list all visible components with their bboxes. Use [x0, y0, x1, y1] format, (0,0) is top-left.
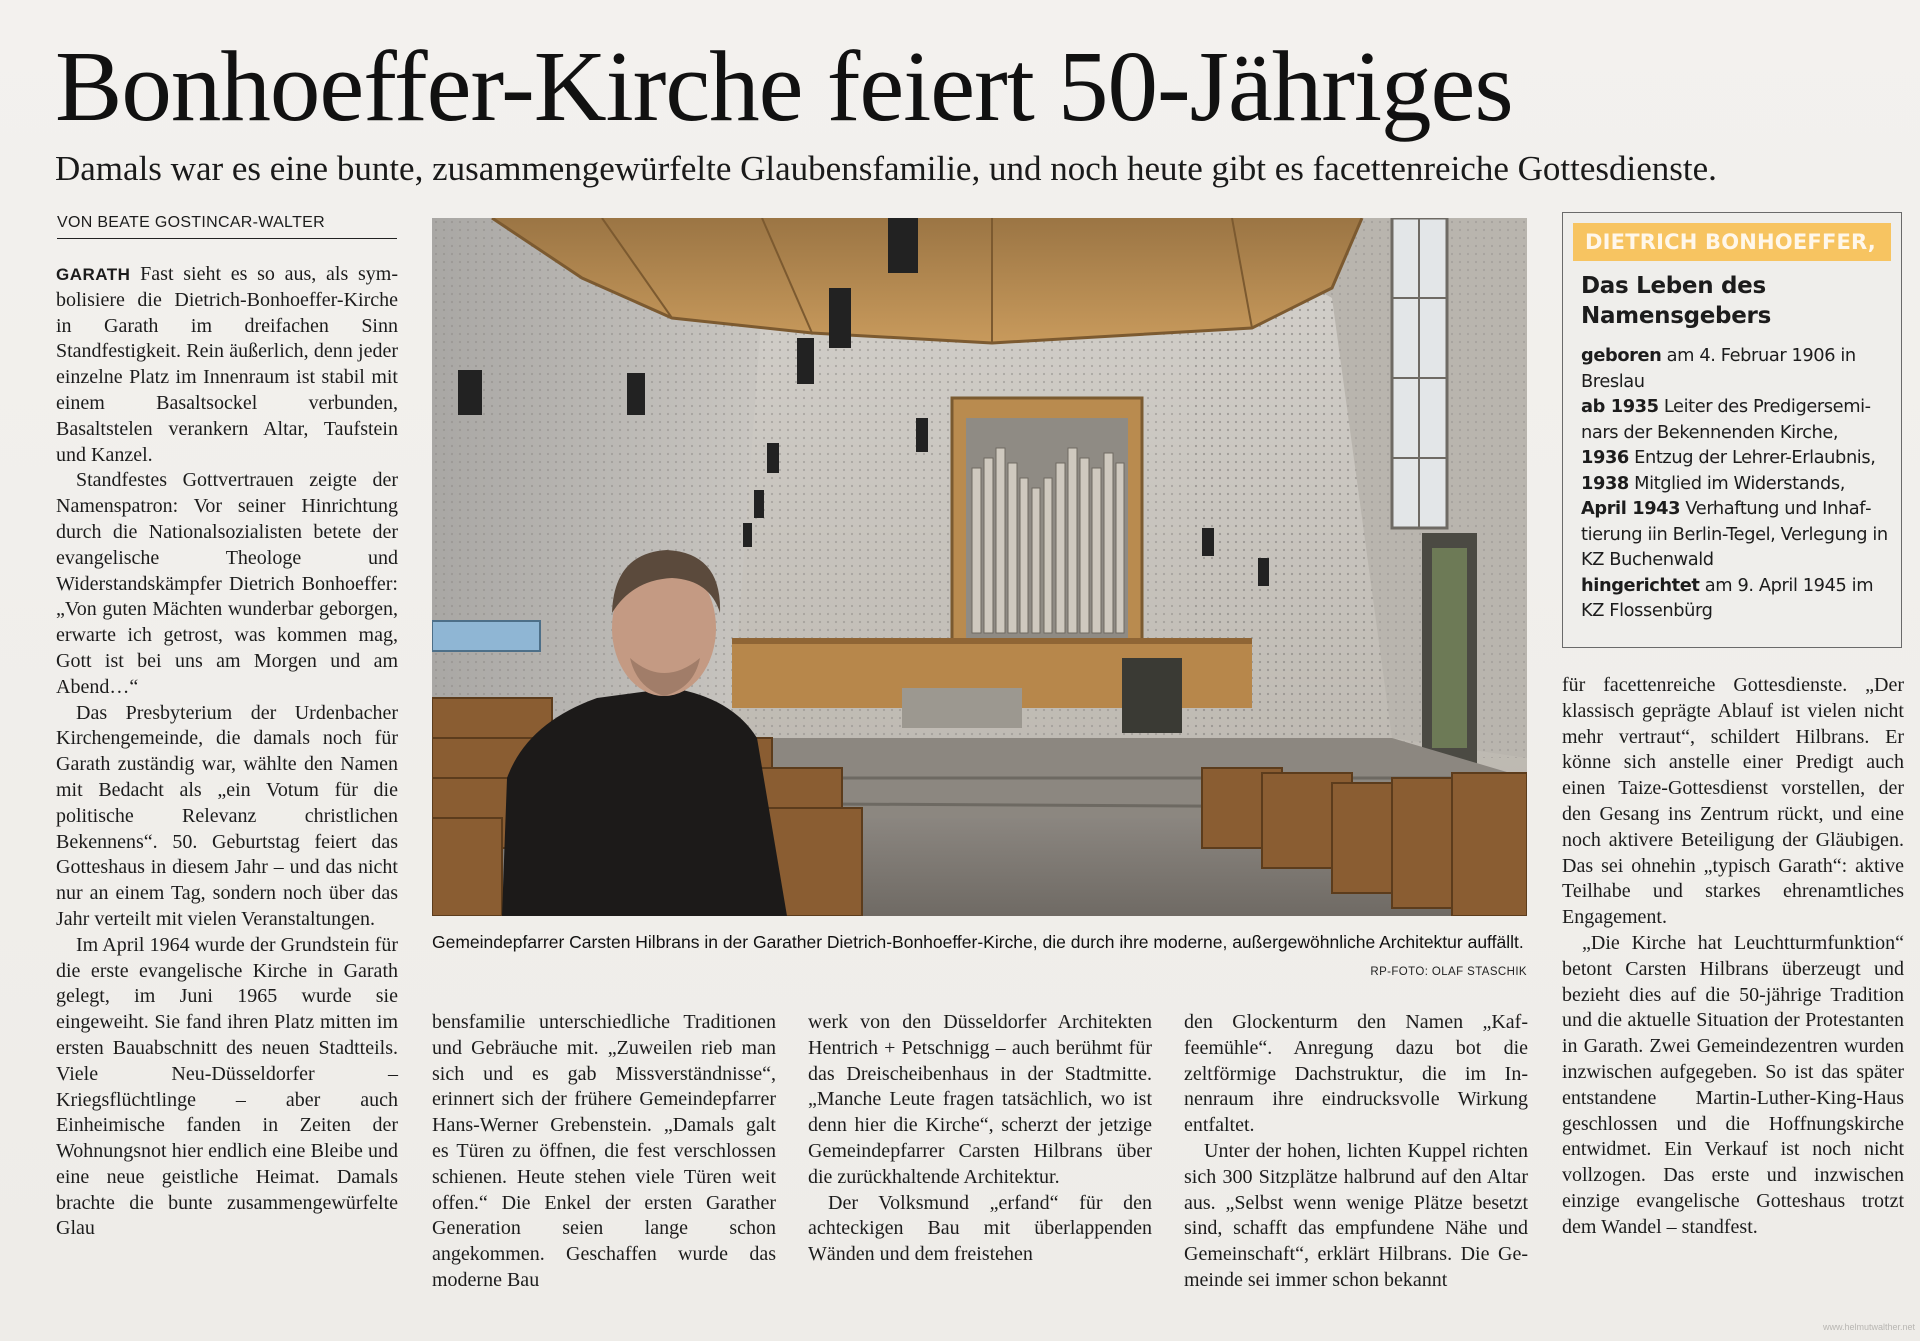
headline: Bonhoeffer-Kirche feiert 50-Jähriges [55, 30, 1513, 142]
article-paragraph: Im April 1964 wurde der Grundstein für die erste evangelische Kirche in Garath gelegt, im Juni 1965 wurde sie eingeweiht. Sie fand ihren Platz mitten im ersten Bauabschnitt des neuen Stadtteils. Viele Neu-Düsseldorfer – Kriegsflüchtlinge – aber auch Einheimische fanden in Zeiten der Wohnungsnot hier endlich eine Bleibe und eine neue geistliche Heimat. Damals brachte die bunte zusammengewürfelte Glau [56, 933, 398, 1240]
article-paragraph: Das Presbyterium der Urdenbacher Kirchengemeinde, die damals noch für Garath zuständig war, wählte den Namen mit Bedacht als „ein Votum für die politische Relevanz christlichen Bekennens“. 50. Geburtstag feiert das Gotteshaus in diesem Jahr – und das nicht nur an einem Tag, sondern noch über das Jahr verteilt mit vielen Veranstaltungen. [56, 701, 398, 930]
photo-caption: Gemeindepfarrer Carsten Hilbrans in der Garather Dietrich-Bonhoeffer-Kirche, die durch ihre moderne, außergewöhnliche Architektur auffällt. [432, 932, 1524, 952]
dateline: GARATH [56, 265, 131, 284]
article-paragraph: Unter der hohen, lichten Kuppel richten sich 300 Sitzplätze halbrund auf den Altar aus. „Selbst wenn wenige Plätze besetzt sind, schafft das empfundene Nähe und Gemeinschaft“, erklärt Hilbrans. Die Gemeinde sei immer schon bekannt [1184, 1139, 1528, 1291]
article-paragraph: den Glockenturm den Namen „Kaffeemühle“. Anregung dazu bot die zeltförmige Dachstruktur, die im Innenraum ihre eindrucksvolle Wirkung entfaltet. [1184, 1011, 1528, 1137]
infobox-title: Das Leben des Namensgebers [1581, 273, 1771, 329]
article-column-2 [432, 1010, 776, 1294]
bio-entry: ab 1935 Leiter des Predigerseminars der Bekennenden Kirche, [1581, 396, 1872, 443]
subheadline: Damals war es eine bunte, zusammengewürfelte Glaubensfamilie, und noch heute gibt es facettenreiche Gottesdienste. [55, 149, 1717, 188]
photo-illustration [432, 218, 1527, 916]
byline: VON BEATE GOSTINCAR-WALTER [57, 214, 397, 239]
bio-entry: 1936 Entzug der Lehrer-Erlaubnis, [1581, 447, 1876, 468]
watermark: www.helmutwalther.net [1822, 1322, 1915, 1332]
article-paragraph: für facettenreiche Gottesdienste. „Der klassisch geprägte Ablauf ist vielen nicht mehr vertraut“, schildert Hilbrans. Er könne sich anstelle einer Predigt auch einen Taize-Gottesdienst vorstellen, der den Gesang ins Zentrum rückt, und eine noch aktivere Beteiligung der Gläubigen. Das sei ohnehin „typisch Garath“: aktive Teilhabe und starkes ehrenamtliches Engagement. [1562, 674, 1904, 929]
infobox-body [1581, 343, 1897, 624]
church-interior-photo [432, 218, 1527, 916]
photo-credit: RP-FOTO: OLAF STASCHIK [1370, 966, 1527, 978]
article-paragraph: „Die Kirche hat Leuchtturmfunktion“ betont Carsten Hilbrans überzeugt und bezieht dies auf die 50-jährige Tradition und die aktuelle Situation der Protestanten in Garath. Zwei Gemeindezentren wurden inzwischen aufgegeben. So ist das später entstandene Martin-Luther-King-Haus geschlossen und die Hoffnungskirche entwidmet. Ein Verkauf ist noch nicht vollzogen. Das erste und inzwischen einzige evangelische Gotteshaus trotzt dem Wandel – standfest. [1562, 931, 1904, 1238]
bio-entry: hingerichtet am 9. April 1945 im KZ Flossenbürg [1581, 574, 1874, 621]
bio-entry: 1938 Mitglied im Widerstands, [1581, 472, 1846, 494]
bio-entry: April 1943 Verhaftung und Inhaftierung iin Berlin-Tegel, Verlegung in KZ Buchenwald [1581, 498, 1888, 570]
article-paragraph: werk von den Düsseldorfer Architekten Hentrich + Petschnigg – auch berühmt für das Dreischeibenhaus in der Stadtmitte. „Manche Leute fragen tatsächlich, wo ist denn hier die Kirche“, scherzt der jetzige Gemeindepfarrer Carsten Hilbrans über die zurückhaltende Architektur. [808, 1011, 1152, 1188]
bio-infobox [1562, 212, 1902, 648]
article-column-4 [1184, 1010, 1528, 1294]
article-paragraph: GARATH Fast sieht es so aus, als symbolisiere die Dietrich-Bonhoeffer-Kirche in Garath im dreifachen Sinn Standfestigkeit. Rein äußerlich, denn jeder einzelne Platz im Innenraum ist stabil mit einem Basaltsockel verbunden, Basaltstelen verankern Altar, Taufstein und Kanzel. [56, 263, 398, 466]
article-paragraph: bensfamilie unterschiedliche Traditionen und Gebräuche mit. „Zuweilen rieb man sich und es gab Missverständnisse“, erinnert sich der frühere Gemeindepfarrer Hans-Werner Grebenstein. „Damals galt es Türen zu öffnen, die fest verschlossen schienen. Heute stehen viele Türen weit offen.“ Die Enkel der ersten Garather Generation seien lange schon angekommen. Geschaffen wurde das moderne Bau [432, 1011, 776, 1291]
bio-entry: geboren am 4. Februar 1906 in Breslau [1581, 345, 1856, 392]
infobox-tag: DIETRICH BONHOEFFER, [1573, 223, 1891, 261]
article-paragraph: Der Volksmund „erfand“ für den achteckigen Bau mit überlappenden Wänden und dem freistehen [808, 1191, 1152, 1266]
article-paragraph: Standfestes Gottvertrauen zeigte der Namenspatron: Vor seiner Hinrichtung durch die Nationalsozialisten betete der evangelische Theologe und Widerstandskämpfer Dietrich Bonhoeffer: „Von guten Mächten wunderbar geborgen, erwarte ich getrost, was kommen mag, Gott ist bei uns am Morgen und am Abend…“ [56, 469, 398, 698]
article-column-5 [1562, 673, 1904, 1241]
article-column-3 [808, 1010, 1152, 1268]
article-column-1 [56, 262, 398, 1242]
